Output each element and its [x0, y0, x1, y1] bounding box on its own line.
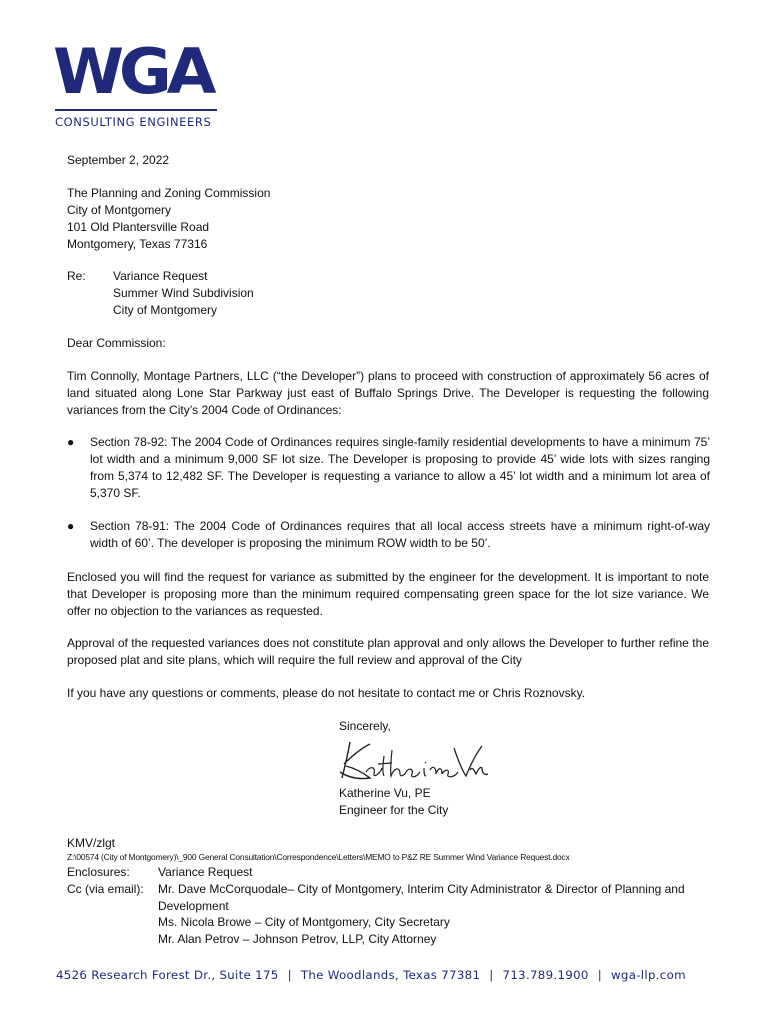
company-logo: [53, 35, 220, 137]
initials: KMV/zlgt: [67, 836, 116, 850]
footer-separator: |: [597, 968, 602, 982]
bullet-item: [67, 518, 710, 552]
re-line: City of Montgomery: [113, 303, 218, 317]
body-paragraph: Approval of the requested variances does not constitute plan approval and only allows the Developer to further refine the proposed plat and site plans, which will require the full review and approval of the City: [67, 636, 709, 667]
bullet-marker: ●: [67, 435, 75, 449]
enclosures-value: Variance Request: [158, 865, 253, 879]
recipient-line: Montgomery, Texas 77316: [67, 237, 208, 251]
signer-title: Engineer for the City: [339, 803, 449, 817]
logo-mark: WGA: [53, 35, 212, 108]
re-line: Summer Wind Subdivision: [113, 286, 254, 300]
footer-address: 4526 Research Forest Dr., Suite 175: [56, 968, 279, 982]
bullet-item: [67, 434, 710, 502]
re-line: Variance Request: [113, 269, 208, 283]
signature-image: [336, 736, 496, 784]
footer-phone: 713.789.1900: [502, 968, 589, 982]
body-paragraph: If you have any questions or comments, please do not hesitate to contact me or Chris Roznovsky.: [67, 686, 586, 700]
salutation: Dear Commission:: [67, 336, 166, 350]
footer-separator: |: [287, 968, 292, 982]
signer-name: Katherine Vu, PE: [339, 786, 431, 800]
recipient-line: 101 Old Plantersville Road: [67, 220, 210, 234]
bullet-marker: ●: [67, 519, 75, 533]
cc-recipient: Ms. Nicola Browe – City of Montgomery, City Secretary: [158, 915, 450, 929]
cc-label: Cc (via email):: [67, 882, 144, 896]
cc-recipient: Mr. Alan Petrov – Johnson Petrov, LLP, City Attorney: [158, 932, 437, 946]
footer-city: The Woodlands, Texas 77381: [300, 968, 481, 982]
re-label: Re:: [67, 269, 86, 283]
enclosures-label: Enclosures:: [67, 865, 130, 879]
letterhead-footer: [56, 968, 686, 982]
bullet-text: Section 78-91: The 2004 Code of Ordinances requires that all local access streets have a minimum right-of-way width of 60’. The developer is proposing the minimum ROW width to be 50’.: [90, 519, 710, 550]
logo-divider: [55, 109, 217, 111]
bullet-text: Section 78-92: The 2004 Code of Ordinances requires single-family residential developments to have a minimum 75’ lot width and a minimum 9,000 SF lot size. The Developer is proposing to provide 45’ wide lots with sizes ranging from 5,374 to 12,482 SF. The Developer is requesting a variance to allow a 45’ lot width and a minimum lot area of 5,370 SF.: [90, 435, 710, 500]
intro-paragraph: Tim Connolly, Montage Partners, LLC (“the Developer”) plans to proceed with construction of approximately 56 acres of land situated along Lone Star Parkway just east of Buffalo Springs Drive. The Developer is requesting the following variances from the City’s 2004 Code of Ordinances:: [67, 369, 709, 417]
file-path: Z:\00574 (City of Montgomery)\_900 General Consultation\Correspondence\Letters\MEMO to P&Z RE Summer Wind Variance Request.docx: [67, 852, 570, 862]
letter-date: September 2, 2022: [67, 153, 170, 167]
recipient-line: City of Montgomery: [67, 203, 172, 217]
recipient-line: The Planning and Zoning Commission: [67, 186, 271, 200]
body-paragraph: Enclosed you will find the request for variance as submitted by the engineer for the development. It is important to note that Developer is proposing more than the minimum required compensating green space for the lot size variance. We offer no objection to the variances as requested.: [67, 570, 709, 618]
logo-subtitle: CONSULTING ENGINEERS: [55, 115, 212, 129]
cc-recipient: Mr. Dave McCorquodale– City of Montgomery, Interim City Administrator & Director of Planning and Development: [158, 882, 685, 913]
footer-separator: |: [489, 968, 494, 982]
footer-website: wga-llp.com: [610, 968, 686, 982]
closing: Sincerely,: [339, 719, 391, 733]
re-subject: [113, 268, 254, 319]
